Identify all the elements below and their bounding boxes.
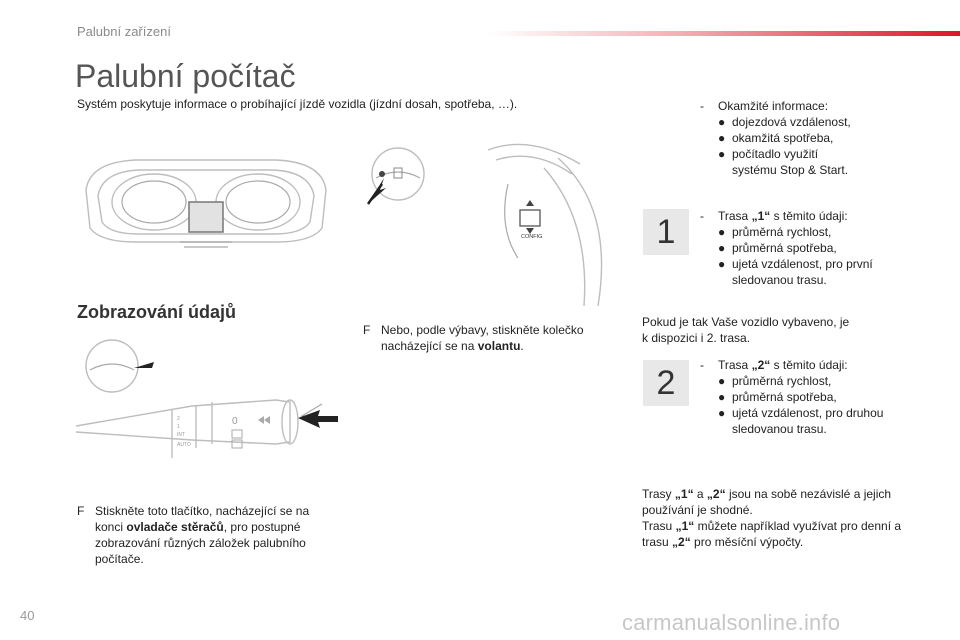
intro-text: Systém poskytuje informace o probíhající jízdě vozidla (jízdní dosah, spotřeba, …).: [77, 97, 518, 111]
trip-2-badge: 2: [643, 360, 689, 406]
instruction-wheel: F Nebo, podle výbavy, stiskněte kolečko nacházející se na volantu.: [363, 323, 584, 353]
trip-1-badge: 1: [643, 209, 689, 255]
press-arrow-icon: [298, 410, 338, 428]
svg-text:0: 0: [232, 416, 238, 427]
watermark: carmanualsonline.info: [622, 610, 841, 635]
trip-1-block: - Trasa „1“ s těmito údaji: ● průměrná rychlost, ● průměrná spotřeba, ● ujetá vzdálenost, pro první sledovanou trasu.: [700, 209, 873, 287]
wiper-stalk-illustration: [76, 336, 338, 470]
config-button-icon: [520, 210, 540, 226]
page-title: Palubní počítač: [75, 58, 296, 94]
instant-info-block: - Okamžité informace: ● dojezdová vzdálenost, ● okamžitá spotřeba, ● počítadlo využití systému Stop & Start.: [700, 99, 851, 177]
svg-text:2: 2: [177, 416, 180, 422]
trip-usage-note: Trasy „1“ a „2“ jsou na sobě nezávislé a jejich používání je shodné. Trasu „1“ můžete například využívat pro denní a trasu „2“ pro měsíční výpočty.: [642, 487, 902, 549]
page-number: 40: [20, 608, 35, 623]
svg-text:AUTO: AUTO: [177, 442, 191, 448]
config-label: CONFIG: [521, 234, 543, 240]
steering-wheel-illustration: [358, 138, 620, 306]
instruction-marker-icon: F: [363, 323, 371, 337]
instruction-stalk: F Stiskněte toto tlačítko, nacházející se na konci ovladače stěračů, pro postupné zobrazování různých záložek palubního počítače.: [77, 504, 310, 566]
second-trip-note: Pokud je tak Vaše vozidlo vybaveno, je k dispozici i 2. trasa.: [642, 315, 850, 345]
header-accent-line: [488, 31, 960, 36]
section-header: Palubní zařízení: [77, 24, 171, 39]
instruction-marker-icon: F: [77, 504, 85, 518]
section-heading: Zobrazování údajů: [77, 302, 237, 322]
svg-text:INT: INT: [177, 432, 186, 438]
instrument-cluster-illustration: [76, 150, 336, 262]
trip-2-block: - Trasa „2“ s těmito údaji: ● průměrná rychlost, ● průměrná spotřeba, ● ujetá vzdálenost, pro druhou sledovanou trasu.: [700, 358, 884, 436]
svg-text:1: 1: [177, 424, 180, 430]
